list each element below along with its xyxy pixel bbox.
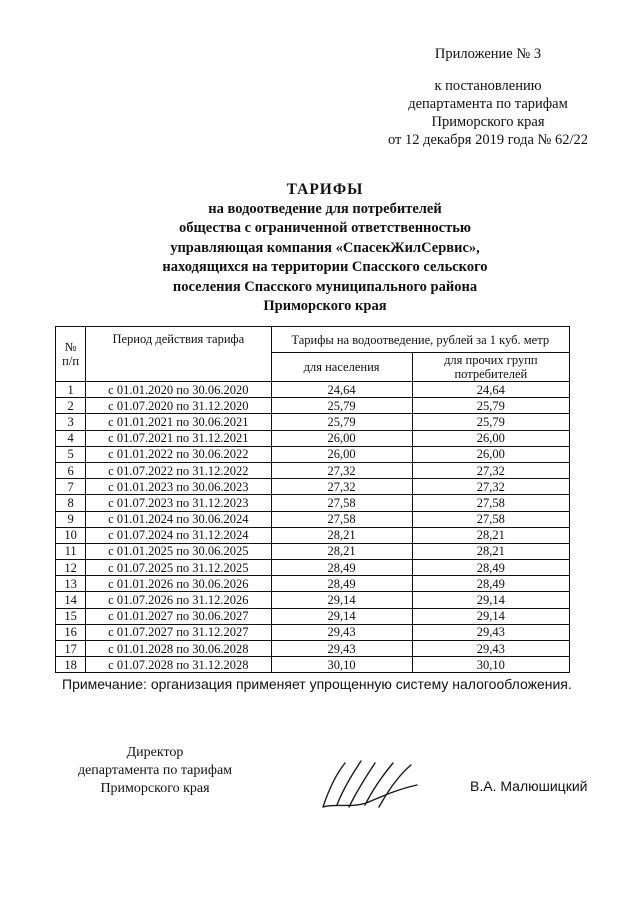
title-line: поселения Спасского муниципального района xyxy=(172,278,478,295)
row-period: с 01.01.2026 по 30.06.2026 xyxy=(86,576,271,592)
row-other-tariff: 25,79 xyxy=(412,414,569,430)
row-population-tariff: 29,43 xyxy=(271,641,412,657)
row-number: 17 xyxy=(56,641,86,657)
row-number: 4 xyxy=(56,430,86,446)
row-number: 14 xyxy=(56,592,86,608)
row-period: с 01.01.2024 по 30.06.2024 xyxy=(86,511,271,527)
title-line: на водоотведение для потребителей xyxy=(208,200,442,217)
row-period: с 01.01.2025 по 30.06.2025 xyxy=(86,543,271,559)
row-population-tariff: 27,32 xyxy=(271,479,412,495)
row-other-tariff: 27,32 xyxy=(412,479,569,495)
table-row xyxy=(56,592,570,608)
row-other-tariff: 26,00 xyxy=(412,446,569,462)
row-other-tariff: 28,21 xyxy=(412,543,569,559)
position-line: Директор xyxy=(126,745,184,760)
row-population-tariff: 28,21 xyxy=(271,527,412,543)
row-period: с 01.01.2027 по 30.06.2027 xyxy=(86,608,271,624)
table-row xyxy=(56,382,570,398)
row-population-tariff: 29,14 xyxy=(271,608,412,624)
row-population-tariff: 28,49 xyxy=(271,576,412,592)
row-period: с 01.07.2028 по 31.12.2028 xyxy=(86,657,271,673)
row-other-tariff: 26,00 xyxy=(412,430,569,446)
row-period: с 01.07.2022 по 31.12.2022 xyxy=(86,462,271,478)
table-row xyxy=(56,462,570,478)
row-population-tariff: 27,58 xyxy=(271,511,412,527)
title-heading: ТАРИФЫ xyxy=(286,181,364,198)
row-period: с 01.07.2027 по 31.12.2027 xyxy=(86,624,271,640)
row-number: 15 xyxy=(56,608,86,624)
table-row xyxy=(56,576,570,592)
row-population-tariff: 26,00 xyxy=(271,430,412,446)
row-other-tariff: 29,43 xyxy=(412,624,569,640)
row-period: с 01.01.2023 по 30.06.2023 xyxy=(86,479,271,495)
row-number: 13 xyxy=(56,576,86,592)
row-population-tariff: 27,58 xyxy=(271,495,412,511)
header-tariffs: Тарифы на водоотведение, рублей за 1 куб. метр xyxy=(271,327,570,353)
document-title xyxy=(120,180,530,317)
header-number: № п/п xyxy=(56,327,86,382)
row-population-tariff: 28,21 xyxy=(271,543,412,559)
table-row xyxy=(56,479,570,495)
row-number: 3 xyxy=(56,414,86,430)
table-row xyxy=(56,446,570,462)
row-other-tariff: 28,49 xyxy=(412,560,569,576)
title-line: управляющая компания «СпасекЖилСервис», xyxy=(170,239,480,256)
row-period: с 01.01.2021 по 30.06.2021 xyxy=(86,414,271,430)
table-row xyxy=(56,624,570,640)
row-number: 18 xyxy=(56,657,86,673)
table-row xyxy=(56,430,570,446)
row-other-tariff: 29,43 xyxy=(412,641,569,657)
row-period: с 01.07.2021 по 31.12.2021 xyxy=(86,430,271,446)
signatory-position xyxy=(55,744,255,798)
position-line: Приморского края xyxy=(100,781,210,796)
table-row xyxy=(56,414,570,430)
title-line: находящихся на территории Спасского сельского xyxy=(162,259,488,275)
appendix-line: Приморского края xyxy=(431,114,545,130)
appendix-line: от 12 декабря 2019 года № 62/22 xyxy=(387,132,589,148)
row-population-tariff: 25,79 xyxy=(271,414,412,430)
row-other-tariff: 29,14 xyxy=(412,608,569,624)
row-other-tariff: 25,79 xyxy=(412,398,569,414)
row-number: 6 xyxy=(56,462,86,478)
appendix-number: Приложение № 3 xyxy=(434,46,542,62)
row-period: с 01.07.2026 по 31.12.2026 xyxy=(86,592,271,608)
row-other-tariff: 27,58 xyxy=(412,495,569,511)
row-other-tariff: 29,14 xyxy=(412,592,569,608)
row-population-tariff: 24,64 xyxy=(271,382,412,398)
row-number: 1 xyxy=(56,382,86,398)
row-other-tariff: 27,58 xyxy=(412,511,569,527)
header-population: для населения xyxy=(271,353,412,382)
tariff-rows xyxy=(56,382,570,673)
position-line: департамента по тарифам xyxy=(77,763,233,778)
row-period: с 01.07.2020 по 31.12.2020 xyxy=(86,398,271,414)
row-other-tariff: 30,10 xyxy=(412,657,569,673)
row-period: с 01.01.2020 по 30.06.2020 xyxy=(86,382,271,398)
table-row xyxy=(56,641,570,657)
tax-note: Примечание: организация применяет упрощенную систему налогообложения. xyxy=(62,676,572,692)
row-number: 7 xyxy=(56,479,86,495)
appendix-line: департамента по тарифам xyxy=(408,96,568,112)
row-population-tariff: 27,32 xyxy=(271,462,412,478)
row-number: 5 xyxy=(56,446,86,462)
row-other-tariff: 24,64 xyxy=(412,382,569,398)
title-line: общества с ограниченной ответственностью xyxy=(179,220,471,236)
row-population-tariff: 29,14 xyxy=(271,592,412,608)
row-other-tariff: 28,49 xyxy=(412,576,569,592)
row-population-tariff: 26,00 xyxy=(271,446,412,462)
table-row xyxy=(56,511,570,527)
row-period: с 01.07.2023 по 31.12.2023 xyxy=(86,495,271,511)
appendix-line: к постановлению xyxy=(434,78,542,94)
table-row xyxy=(56,527,570,543)
tariff-table xyxy=(55,326,570,673)
row-number: 2 xyxy=(56,398,86,414)
table-row xyxy=(56,543,570,559)
row-population-tariff: 29,43 xyxy=(271,624,412,640)
header-other-consumers: для прочих групп потребителей xyxy=(412,353,569,382)
row-number: 9 xyxy=(56,511,86,527)
signatory-name: В.А. Малюшицкий xyxy=(470,778,588,794)
row-population-tariff: 25,79 xyxy=(271,398,412,414)
row-other-tariff: 27,32 xyxy=(412,462,569,478)
row-number: 16 xyxy=(56,624,86,640)
header-period: Период действия тарифа xyxy=(86,327,271,382)
handwritten-signature xyxy=(315,755,425,817)
row-other-tariff: 28,21 xyxy=(412,527,569,543)
row-number: 11 xyxy=(56,543,86,559)
row-number: 12 xyxy=(56,560,86,576)
table-row xyxy=(56,560,570,576)
table-row xyxy=(56,398,570,414)
table-row xyxy=(56,657,570,673)
table-row xyxy=(56,495,570,511)
row-number: 10 xyxy=(56,527,86,543)
row-period: с 01.07.2024 по 31.12.2024 xyxy=(86,527,271,543)
title-line: Приморского края xyxy=(263,298,387,314)
table-row xyxy=(56,608,570,624)
row-period: с 01.01.2028 по 30.06.2028 xyxy=(86,641,271,657)
row-population-tariff: 30,10 xyxy=(271,657,412,673)
row-period: с 01.01.2022 по 30.06.2022 xyxy=(86,446,271,462)
row-population-tariff: 28,49 xyxy=(271,560,412,576)
row-period: с 01.07.2025 по 31.12.2025 xyxy=(86,560,271,576)
row-number: 8 xyxy=(56,495,86,511)
